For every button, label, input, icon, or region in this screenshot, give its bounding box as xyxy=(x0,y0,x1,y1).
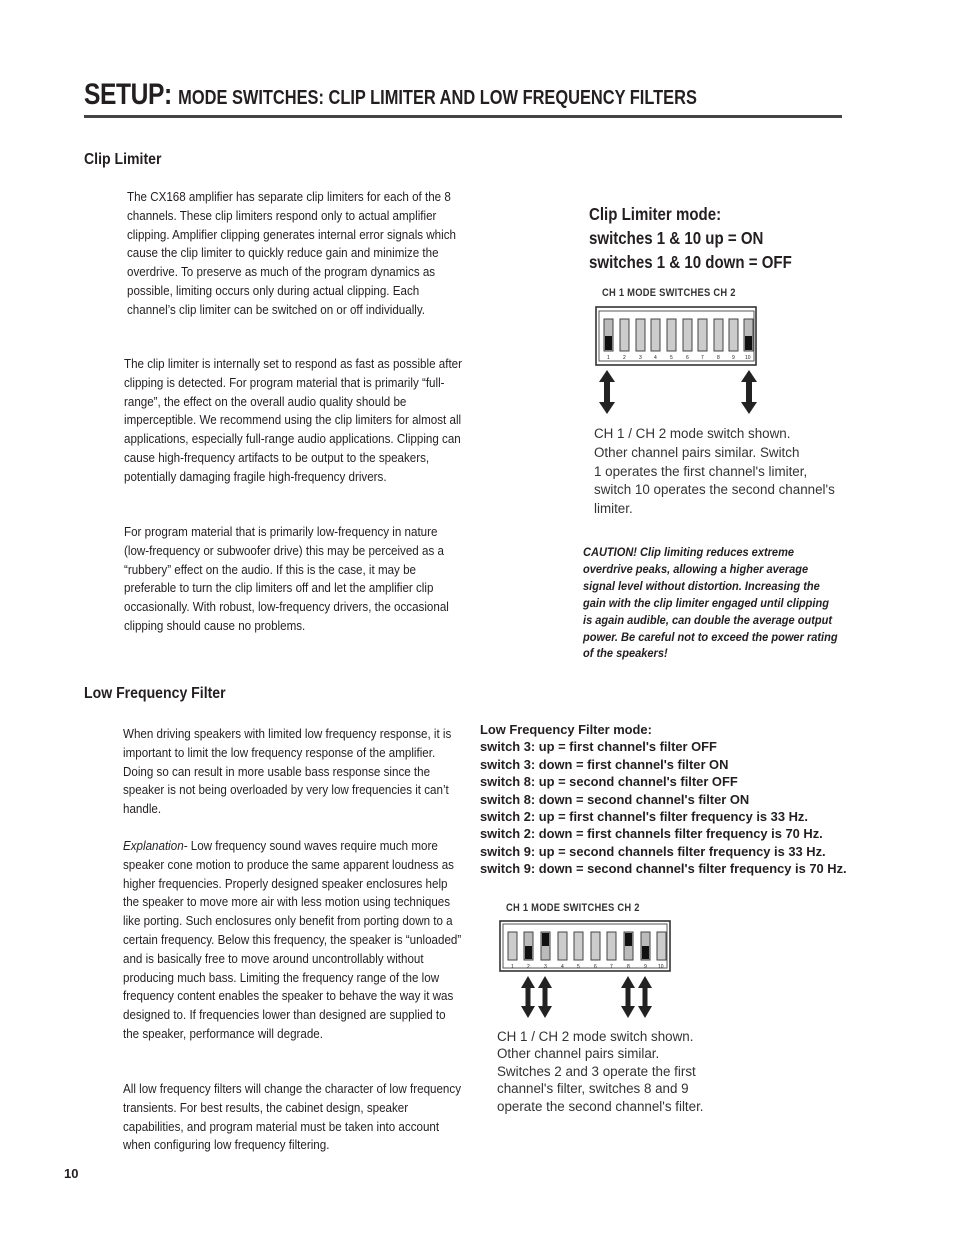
page-title-sub: MODE SWITCHES: CLIP LIMITER AND LOW FREQUENCY FILTERS xyxy=(178,87,697,109)
explanation-label: Explanation- xyxy=(123,838,188,853)
dip-switch-4 xyxy=(651,319,660,351)
switch-number: 3 xyxy=(544,964,547,970)
caption-line: CH 1 / CH 2 mode switch shown. xyxy=(594,426,791,441)
switch-number: 6 xyxy=(594,964,597,970)
clip-limiter-paragraph-3 xyxy=(124,523,464,636)
double-arrow-icon xyxy=(599,370,615,414)
dip-switch-5 xyxy=(574,932,583,960)
mode-line: switch 9: up = second channels filter frequency is 33 Hz. xyxy=(480,843,826,859)
low-frequency-paragraph-1 xyxy=(123,725,463,819)
title-rule xyxy=(84,115,842,118)
dip-switch-3 xyxy=(636,319,645,351)
caption-line: switch 10 operates the second channel's xyxy=(594,482,835,498)
clip-limiter-heading: Clip Limiter xyxy=(84,151,162,168)
switch-diagram-label: CH 1 MODE SWITCHES CH 2 xyxy=(506,902,640,914)
dip-switch-10-knob xyxy=(745,336,752,350)
dip-switch-6 xyxy=(683,319,692,351)
caption-line: CH 1 / CH 2 mode switch shown. xyxy=(497,1029,694,1044)
low-frequency-paragraph-3 xyxy=(123,1080,463,1155)
explanation-text: Low frequency sound waves require much more speaker cone motion to produce the same apparent loudness as higher frequencies. Properly designed speaker enclosures help the speaker to move more air with less motion using techniques like porting. Such enclosures only benefit from porting down to a certain frequency. Below this frequency, the speaker is “unloaded” and is basically free to move around uncontrollably without producing much bass. Limiting the frequency range of the low frequency content enables the speaker to behave the way it was designed to. If frequencies lower than designed are supplied to the speaker, performance will degrade. xyxy=(123,838,462,1041)
switch-number: 5 xyxy=(670,355,673,361)
caption-line: channel's filter, switches 8 and 9 xyxy=(497,1081,689,1097)
switch-number: 1 xyxy=(607,355,610,361)
dip-switch-4 xyxy=(558,932,567,960)
paragraph xyxy=(123,837,463,1044)
switch-number: 5 xyxy=(577,964,580,970)
paragraph: For program material that is primarily low-frequency in nature (low-frequency or subwoofer drive) this may be perceived as a “rubbery” effect on the audio. If this is the case, it may be preferable to turn the clip limiters off and let the amplifier clip occasionally. With robust, low-frequency drivers, the occasional clipping should cause no problems. xyxy=(124,524,449,633)
clip-limiter-switch-diagram xyxy=(594,304,764,424)
mode-line: switch 3: down = first channel's filter ON xyxy=(480,756,729,772)
low-frequency-heading: Low Frequency Filter xyxy=(84,685,226,702)
dip-switch-5 xyxy=(667,319,676,351)
switch-number: 2 xyxy=(527,964,530,970)
double-arrow-icon xyxy=(521,976,535,1018)
double-arrow-icon xyxy=(538,976,552,1018)
switch-number: 2 xyxy=(623,355,626,361)
caution-note: CAUTION! Clip limiting reduces extreme overdrive peaks, allowing a higher average signal level without distortion. Increasing the gain with the clip limiter engaged until clipping is again audible, can double the average output power. Be careful not to exceed the power rating of the speakers! xyxy=(583,545,838,661)
page-number: 10 xyxy=(64,1166,79,1181)
dip-switch-3-knob xyxy=(542,933,549,946)
clip-limiter-mode-box xyxy=(589,202,792,274)
switch-number: 9 xyxy=(732,355,735,361)
low-frequency-caption xyxy=(497,1028,757,1115)
mode-line: Clip Limiter mode: xyxy=(589,204,722,224)
caption-line: Other channel pairs similar. Switch xyxy=(594,444,800,460)
switch-diagram-label: CH 1 MODE SWITCHES CH 2 xyxy=(602,287,736,299)
dip-switch-1-knob xyxy=(605,336,612,350)
dip-switch-7 xyxy=(698,319,707,351)
dip-switch-10 xyxy=(657,932,666,960)
caption-line: operate the second channel's filter. xyxy=(497,1098,704,1114)
switch-number: 7 xyxy=(610,964,613,970)
paragraph: All low frequency filters will change the character of low frequency transients. For best results, the cabinet design, speaker capabilities, and program material must be taken into account when configuring low frequency filtering. xyxy=(123,1081,462,1153)
dip-switch-9 xyxy=(729,319,738,351)
mode-line: switch 8: down = second channel's filter ON xyxy=(480,791,750,807)
double-arrow-icon xyxy=(621,976,635,1018)
clip-limiter-caption xyxy=(594,425,854,519)
clip-limiter-paragraph-1 xyxy=(127,188,466,320)
caption-line: 1 operates the first channel's limiter, xyxy=(594,463,808,479)
dip-switch-2-knob xyxy=(525,946,532,959)
mode-line: switch 2: up = first channel's filter frequency is 33 Hz. xyxy=(480,809,808,825)
paragraph: The CX168 amplifier has separate clip limiters for each of the 8 channels. These clip limiters respond only to actual amplifier clipping. Amplifier clipping generates internal error signals which cause the clip limiter to quickly reduce gain and minimize the overdrive. To preserve as much of the program dynamics as possible, limiting occurs only during actual clipping. Each channel’s clip limiter can be switched on or off individually. xyxy=(127,189,456,317)
dip-switch-6 xyxy=(591,932,600,960)
dip-switch-8 xyxy=(714,319,723,351)
paragraph: When driving speakers with limited low frequency response, it is important to limit the low frequency response of the amplifier. Doing so can result in more usable bass response since the speaker is not being overloaded by very low frequencies it can’t handle. xyxy=(123,726,452,817)
mode-line: switch 8: up = second channel's filter OFF xyxy=(480,774,738,790)
mode-line: switches 1 & 10 down = OFF xyxy=(589,252,792,272)
double-arrow-icon xyxy=(741,370,757,414)
dip-switch-7 xyxy=(607,932,616,960)
low-frequency-paragraph-2 xyxy=(123,837,463,1044)
caption-line: limiter. xyxy=(594,501,633,517)
switch-number: 10 xyxy=(658,964,664,970)
mode-line: switch 2: down = first channels filter frequency is 70 Hz. xyxy=(480,826,823,842)
dip-switch-8-knob xyxy=(625,933,632,946)
dip-switch-2 xyxy=(620,319,629,351)
dip-switch-9-knob xyxy=(642,946,649,959)
double-arrow-icon xyxy=(638,976,652,1018)
clip-limiter-paragraph-2 xyxy=(124,355,464,487)
low-frequency-mode-box xyxy=(480,721,847,878)
caption-line: Other channel pairs similar. xyxy=(497,1046,660,1062)
switch-number: 10 xyxy=(745,355,751,361)
mode-line: Low Frequency Filter mode: xyxy=(480,722,652,737)
switch-number: 3 xyxy=(639,355,642,361)
switch-number: 8 xyxy=(717,355,720,361)
mode-line: switch 9: down = second channel's filter frequency is 70 Hz. xyxy=(480,861,847,877)
paragraph: The clip limiter is internally set to respond as fast as possible after clipping is detected. For program material that is primarily “full-range”, the effect on the overall audio quality should be imperceptible. We recommend using the clip limiters for almost all applications, especially full-range audio applications. Clipping can cause high-frequency artifacts to be output to the speakers, potentially damaging fragile high-frequency drivers. xyxy=(124,356,462,484)
dip-switch-1 xyxy=(508,932,517,960)
low-frequency-switch-diagram xyxy=(498,918,674,1022)
switch-number: 4 xyxy=(654,355,657,361)
switch-number: 6 xyxy=(686,355,689,361)
switch-number: 8 xyxy=(627,964,630,970)
mode-line: switch 3: up = first channel's filter OFF xyxy=(480,739,717,755)
page-title xyxy=(84,78,697,112)
switch-number: 7 xyxy=(701,355,704,361)
switch-number: 4 xyxy=(561,964,564,970)
caption-line: Switches 2 and 3 operate the first xyxy=(497,1063,696,1079)
mode-line: switches 1 & 10 up = ON xyxy=(589,228,764,248)
switch-number: 1 xyxy=(511,964,514,970)
page-title-main: SETUP: xyxy=(84,78,172,111)
switch-number: 9 xyxy=(644,964,647,970)
